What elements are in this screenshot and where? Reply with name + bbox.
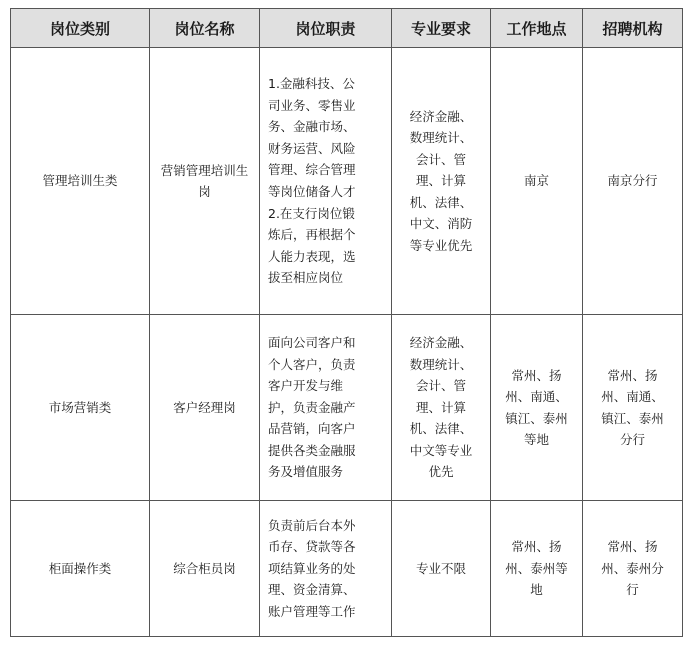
position-text: 营销管理培训生岗 — [160, 162, 249, 199]
duty-line: 理、资金清算、 — [268, 582, 356, 598]
duty-line: 币存、贷款等各 — [268, 539, 356, 555]
duties-cell — [260, 501, 392, 637]
category-cell: 柜面操作类 — [11, 501, 150, 637]
duty-line: 账户管理等工作 — [268, 603, 356, 619]
location-line: 南京 — [523, 173, 549, 189]
major-line: 中文等专业 — [409, 442, 473, 458]
duty-line: 拔至相应岗位 — [268, 270, 344, 286]
position-text: 客户经理岗 — [173, 399, 236, 415]
position-cell — [150, 501, 260, 637]
org-cell — [583, 48, 683, 315]
org-cell — [583, 315, 683, 501]
location-line: 州、南通、 — [505, 389, 568, 404]
duty-line: 等岗位储备人才 — [268, 184, 356, 199]
major-line: 会计、管 — [415, 378, 466, 394]
location-line: 州、泰州等 — [505, 560, 568, 576]
org-line: 行 — [626, 582, 639, 598]
duty-line: 务及增值服务 — [268, 464, 344, 480]
location-cell — [491, 501, 583, 637]
duty-line: 提供各类金融服 — [268, 442, 356, 458]
duty-line: 客户开发与维 — [268, 378, 344, 394]
major-cell — [392, 48, 491, 315]
duty-line: 人能力表现，选 — [268, 248, 356, 264]
duty-line: 财务运营、风险 — [268, 140, 356, 156]
duty-line: 炼后，再根据个 — [268, 227, 356, 243]
duty-line: 个人客户，负责 — [268, 356, 356, 372]
duty-line: 护，负责金融产 — [268, 399, 356, 415]
duty-line: 2.在支行岗位锻 — [268, 205, 355, 221]
major-line: 经济金融、 — [409, 335, 473, 351]
duty-line: 务、金融市场、 — [268, 119, 356, 135]
duties-cell — [260, 48, 392, 315]
header-row — [11, 9, 683, 48]
location-line: 地 — [530, 582, 543, 598]
location-cell — [491, 48, 583, 315]
location-line: 等地 — [523, 432, 549, 447]
major-line: 经济金融、 — [409, 108, 473, 124]
major-line: 优先 — [428, 464, 454, 480]
major-line: 机、法律、 — [409, 194, 473, 210]
table-row — [11, 315, 683, 501]
header-org: 招聘机构 — [583, 9, 683, 48]
duty-line: 品营销，向客户 — [268, 421, 356, 437]
major-cell — [392, 501, 491, 637]
category-cell: 管理培训生类 — [11, 48, 150, 315]
header-location: 工作地点 — [491, 9, 583, 48]
duty-line: 负责前后台本外 — [268, 517, 356, 533]
location-cell — [491, 315, 583, 501]
recruitment-table — [10, 8, 683, 637]
org-line: 分行 — [619, 432, 645, 447]
header-major: 专业要求 — [392, 9, 491, 48]
header-position: 岗位名称 — [150, 9, 260, 48]
position-cell — [150, 315, 260, 501]
major-line: 数理统计、 — [409, 130, 473, 146]
org-line: 常州、扬 — [607, 367, 658, 383]
org-cell — [583, 501, 683, 637]
duty-line: 面向公司客户和 — [268, 334, 356, 350]
duty-line: 1.金融科技、公 — [268, 76, 355, 92]
header-duties: 岗位职责 — [260, 9, 392, 48]
position-cell — [150, 48, 260, 315]
duty-line: 司业务、零售业 — [268, 97, 356, 113]
major-line: 会计、管 — [415, 151, 466, 167]
major-line: 中文、消防 — [409, 216, 473, 232]
table-row — [11, 501, 683, 637]
major-line: 等专业优先 — [409, 237, 473, 253]
duties-cell — [260, 315, 392, 501]
location-line: 常州、扬 — [511, 367, 562, 383]
major-line: 数理统计、 — [409, 356, 473, 372]
major-line: 理、计算 — [415, 173, 466, 189]
org-line: 镇江、泰州 — [601, 410, 664, 426]
org-line: 南京分行 — [607, 173, 658, 189]
org-line: 州、南通、 — [601, 389, 664, 404]
major-line: 专业不限 — [415, 560, 466, 576]
major-cell — [392, 315, 491, 501]
header-category: 岗位类别 — [11, 9, 150, 48]
org-line: 州、泰州分 — [601, 560, 664, 576]
duty-line: 管理、综合管理 — [268, 162, 356, 178]
major-line: 机、法律、 — [409, 421, 473, 437]
table-row — [11, 48, 683, 315]
category-cell: 市场营销类 — [11, 315, 150, 501]
position-text: 综合柜员岗 — [173, 560, 236, 576]
major-line: 理、计算 — [415, 399, 466, 415]
org-line: 常州、扬 — [607, 539, 658, 555]
duty-line: 项结算业务的处 — [268, 560, 356, 576]
location-line: 常州、扬 — [511, 539, 562, 555]
location-line: 镇江、泰州 — [505, 410, 568, 426]
